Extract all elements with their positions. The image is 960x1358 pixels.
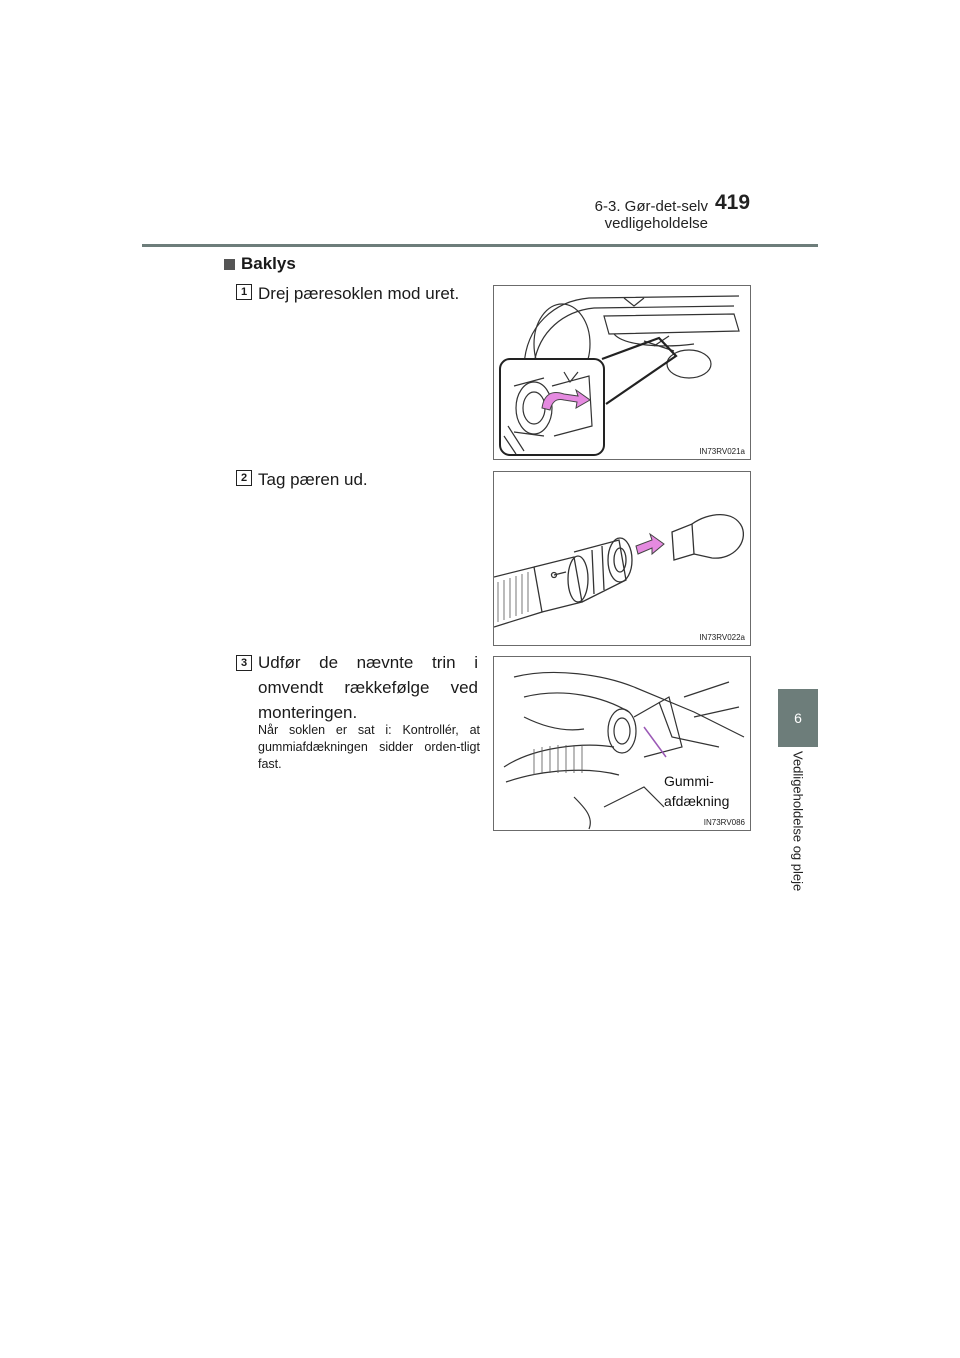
section-title — [224, 254, 296, 274]
page-number: 419 — [715, 191, 751, 214]
callout-line-2: afdækning — [664, 793, 730, 809]
chapter-title: Vedligeholdelse og pleje — [790, 751, 806, 892]
figure-3-code: IN73RV086 — [703, 818, 745, 827]
chapter-tab — [778, 689, 818, 747]
step-number-1: 1 — [236, 284, 252, 300]
figure-2-code: IN73RV022a — [699, 633, 745, 642]
step-1-text: Drej pæresoklen mod uret. — [258, 284, 460, 303]
rubber-cover-callout — [664, 771, 729, 811]
chapter-number: 6 — [794, 710, 802, 726]
step-3-text: Udfør de nævnte trin i omvendt rækkefølge ved monteringen. — [258, 653, 478, 722]
header-rule — [142, 244, 818, 247]
step-2-text: Tag pæren ud. — [258, 470, 368, 489]
figure-socket-removal — [493, 285, 751, 460]
step-number-2: 2 — [236, 470, 252, 486]
running-header-section: 6-3. Gør-det-selv vedligeholdelse — [594, 198, 708, 232]
step-3-note: Når soklen er sat i: Kontrollér, at gummiafdækningen sidder orden-tligt fast. — [258, 723, 480, 771]
figure-1-code: IN73RV021a — [699, 447, 745, 456]
figure-1-illustration — [494, 286, 750, 459]
callout-line-1: Gummi- — [664, 773, 714, 789]
square-bullet-icon — [224, 259, 235, 270]
figure-bulb-removal — [493, 471, 751, 646]
figure-2-illustration — [494, 472, 750, 645]
figure-rubber-cover — [493, 656, 751, 831]
section-title-text: Baklys — [241, 254, 296, 273]
step-number-3: 3 — [236, 655, 252, 671]
